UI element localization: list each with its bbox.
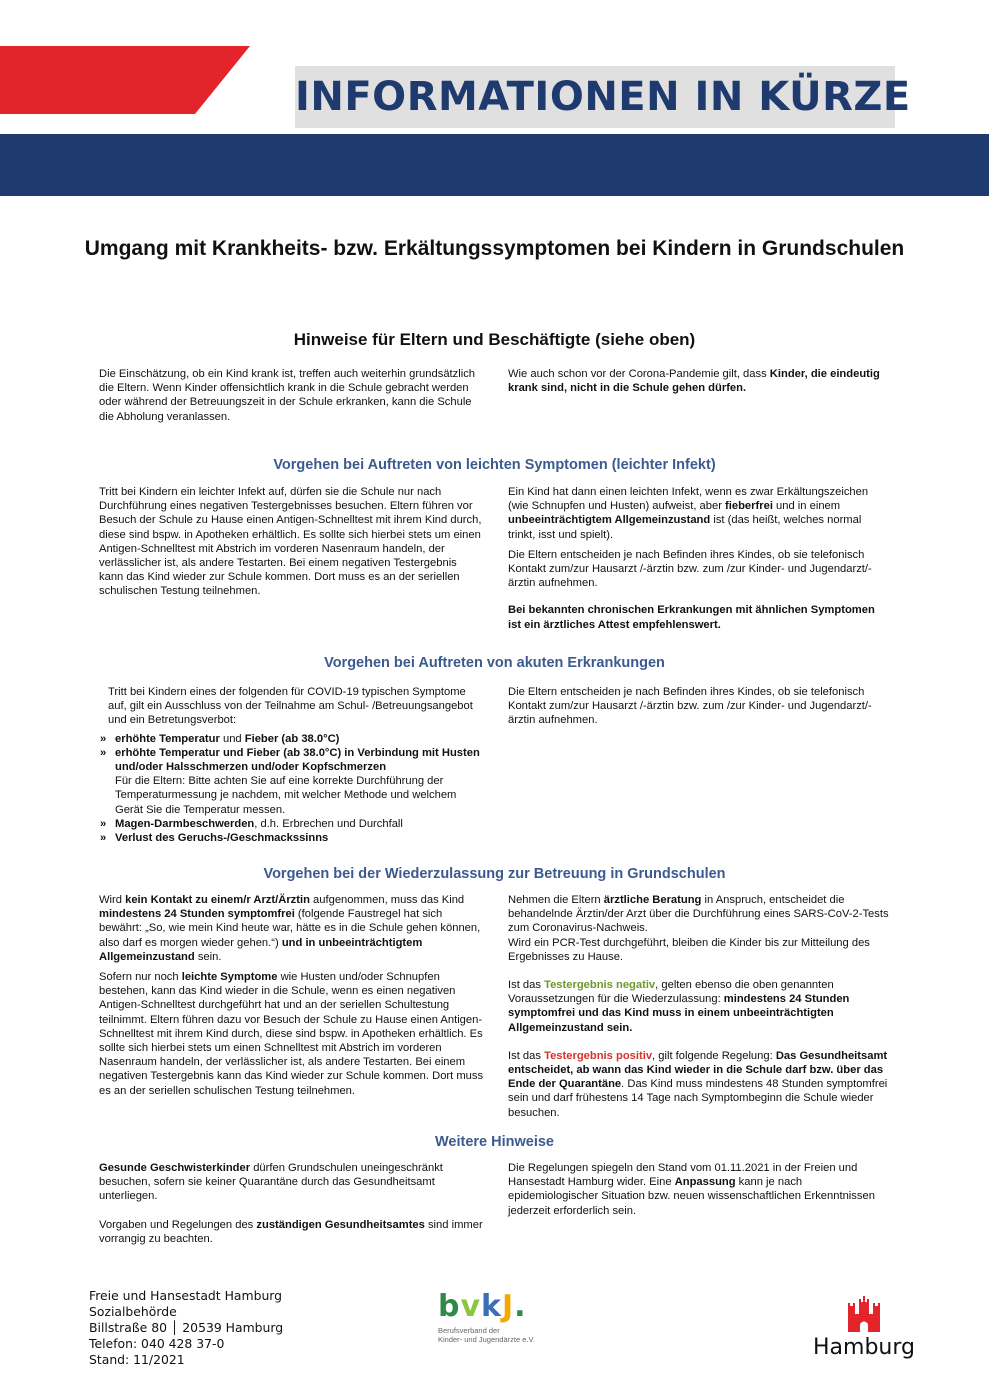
castle-icon: [846, 1296, 882, 1334]
footer-line: Stand: 11/2021: [89, 1352, 185, 1367]
section-heading-akute-erkrankungen: Vorgehen bei Auftreten von akuten Erkrankungen: [324, 655, 665, 671]
bold-span: erhöhte Temperatur: [115, 732, 220, 745]
s4-left-p2: [99, 970, 484, 1098]
logo-letter: v: [460, 1289, 482, 1324]
logo-letter: b: [438, 1289, 461, 1324]
positive-result-highlight: Testergebnis positiv: [544, 1049, 653, 1062]
bvkj-subtitle-line: Kinder- und Jugendärzte e.V.: [438, 1335, 535, 1344]
bold-span: mindestens 24 Stunden symptomfrei: [99, 908, 295, 921]
s3-left-text: [108, 685, 486, 845]
negative-result-highlight: Testergebnis negativ: [544, 979, 656, 992]
footer-line: Telefon: 040 428 37-0: [89, 1336, 225, 1351]
list-item: [98, 746, 486, 817]
bold-span: Fieber (ab 38.0°C): [244, 732, 340, 745]
s2-right-text: [508, 485, 890, 638]
text-span: Wird: [99, 894, 126, 906]
text-span: dürfen Grundschulen uneingeschränkt besuchen, sofern sie keiner Quarantäne durch das Gesundheitsamt unterliegen.: [99, 1162, 443, 1203]
text-span: sein.: [194, 950, 222, 963]
s1-right-paragraph: [508, 367, 890, 395]
bold-span: Das Gesundheitsamt entscheidet, ab wann das Kind wieder in die Schule darf bzw. über das Ende der Quarantäne: [508, 1049, 888, 1091]
section-heading-wiederzulassung: Vorgehen bei der Wiederzulassung zur Betreuung in Grundschulen: [263, 866, 726, 882]
s4-right-p1: [508, 893, 890, 936]
s5-right-p1: [508, 1161, 890, 1218]
s3-intro: Tritt bei Kindern eines der folgenden für COVID-19 typischen Symptome auf, gilt ein Ausschluss von der Teilnahme am Schul- /Betreuungsangebot und ein Betretungsverbot:: [108, 686, 473, 727]
s2-right-p3: [508, 603, 890, 631]
s3-right-text: [508, 685, 890, 734]
text-span: und in einem: [772, 500, 841, 513]
bvkj-subtitle: [438, 1326, 568, 1344]
text-span: Ist das: [508, 979, 545, 992]
text-span: aufgenommen, muss das Kind: [309, 894, 465, 906]
section-heading-leichte-symptome: Vorgehen bei Auftreten von leichten Symptomen (leichter Infekt): [273, 457, 716, 473]
text-span: Nehmen die Eltern: [508, 894, 604, 906]
text-span: , gelten ebenso die oben genannten Voraussetzungen für die Wiederzulassung:: [508, 979, 834, 1006]
bold-span: ärztliche Beratung: [603, 894, 702, 906]
hamburg-logo: [808, 1296, 920, 1364]
text-span: Ein Kind hat dann einen leichten Infekt, wenn es zwar Erkältungszeichen (wie Schnupfen und Husten) aufweist, aber: [508, 486, 869, 513]
s4-right-p1b: Wird ein PCR-Test durchgeführt, bleiben die Kinder bis zur Mitteilung des Ergebnisses zu Hause.: [508, 936, 870, 963]
footer-line: Freie und Hansestadt Hamburg: [89, 1288, 283, 1303]
bold-span: Verlust des Geruchs-/Geschmackssinns: [115, 832, 329, 845]
list-item: [98, 732, 486, 746]
bold-span: leichte Symptome: [181, 971, 278, 984]
s5-left-p1: [99, 1161, 484, 1204]
symptom-list: [98, 732, 486, 846]
s5-left-text: [99, 1161, 484, 1252]
text-span: Für die Eltern: Bitte achten Sie auf eine korrekte Durchführung der Temperaturmessung je nachdem, mit welcher Methode und welchem Gerät Sie die Temperatur messen.: [115, 775, 457, 816]
text-span: , gilt folgende Regelung:: [652, 1049, 776, 1062]
bold-span: Magen-Darmbeschwerden: [115, 817, 255, 830]
bvkj-subtitle-line: Berufsverband der: [438, 1326, 500, 1335]
banner-title: INFORMATIONEN IN KÜRZE: [295, 66, 895, 128]
s1-right-text: [508, 367, 890, 401]
section-heading-weitere-hinweise: Weitere Hinweise: [434, 1134, 554, 1150]
s2-left-paragraph: Tritt bei Kindern ein leichter Infekt auf, dürfen sie die Schule nur nach Durchführung eines negativen Testergebnisses besuchen. Eltern führen vor Besuch der Schule zu Hause einen Antigen-Schnelltest mit ihrem Kind durch, diese sind bspw. in Apotheken erhältlich. Es sollte sich hierbei stets um einen Antigen-Schnelltest mit Abstrich im vorderen Nasenraum handeln, der verlässlicher ist, als andere Testarten. Bei einem negativen Testergebnis kann das Kind wieder zur Schule kommen. Dort muss es an der seriellen schulischen Testung teilnehmen.: [99, 486, 482, 598]
list-item: [98, 817, 486, 831]
bold-span: Kinder, die eindeutig krank sind, nicht in die Schule gehen dürfen.: [508, 368, 880, 395]
text-span: kann je nach epidemiologischer Situation bzw. neuen wissenschaftlichen Erkenntnissen jederzeit erforderlich sein.: [508, 1176, 875, 1217]
s4-left-p1: [99, 893, 484, 964]
text-span: in Anspruch, entscheidet die behandelnde Ärztin/der Arzt über die Durchführung eines SARS-CoV-2-Tests zum Coronavirus-Nachweis.: [508, 894, 889, 935]
bold-span: Gesunde Geschwisterkinder: [99, 1162, 251, 1174]
text-span: ist (das heißt, welches normal trinkt, isst und spielt).: [508, 514, 862, 541]
s1-left-text: [99, 367, 484, 430]
bvkj-logo-letters: [438, 1290, 568, 1324]
text-span: und: [219, 732, 245, 745]
text-span: Sofern nur noch: [99, 971, 182, 984]
s4-left-text: [99, 893, 484, 1104]
text-span: wie Husten und/oder Schnupfen bestehen, kann das Kind wieder in die Schule, wenn es einen negativen Antigen-Schnelltest durchgeführt hat und an der seriellen Schultestung teilnimmt. Eltern führen dazu vor Besuch der Schule zu Hause einen Antigen-Schnelltest mit ihrem Kind durch, diese sind bspw. in Apotheken erhältlich. Es sollte sich hierbei stets um einen Schnelltest mit Abstrich im vorderen Nasenraum handeln, der verlässlicher ist, als andere Testarten. Bei einem negativen Testergebnis kann das Kind wieder zur Schule kommen. Dort muss es an der seriellen schulischen Testung teilnehmen.: [99, 971, 484, 1097]
logo-letter: J: [502, 1289, 515, 1324]
s5-right-text: [508, 1161, 890, 1224]
bold-span: Bei bekannten chronischen Erkrankungen mit ähnlichen Symptomen ist ein ärztliches Attest empfehlenswert.: [508, 604, 875, 631]
s3-right-paragraph: Die Eltern entscheiden je nach Befinden ihres Kindes, ob sie telefonisch Kontakt zum/zur Hausarzt /-ärztin bzw. zum /zur Kinder- und Jugendarzt/-ärztin aufnehmen.: [508, 686, 872, 727]
s4-right-text: [508, 893, 890, 1126]
bold-span: erhöhte Temperatur und Fieber (ab 38.0°C) in Verbindung mit Husten und/oder Halsschmerzen und/oder Kopfschmerzen: [115, 746, 480, 774]
text-span: . Das Kind muss mindestens 48 Stunden symptomfrei sein und darf frühestens 14 Tage nach Symptombeginn die Schule wieder besuchen.: [508, 1078, 888, 1119]
bold-span: fieberfrei: [725, 500, 773, 513]
list-item: [98, 831, 486, 845]
s2-right-p2: Die Eltern entscheiden je nach Befinden ihres Kindes, ob sie telefonisch Kontakt zum/zur Hausarzt /-ärztin bzw. zum /zur Kinder- und Jugendarzt/-ärztin aufnehmen.: [508, 548, 872, 590]
logo-letter: k: [481, 1289, 502, 1324]
bvkj-logo: [438, 1290, 568, 1362]
bold-span: Anpassung: [674, 1176, 736, 1189]
bold-span: mindestens 24 Stunden symptomfrei und das Kind muss in einem unbeeinträchtigten Allgemeinzustand sein.: [508, 993, 850, 1034]
s1-left-paragraph: Die Einschätzung, ob ein Kind krank ist, treffen auch weiterhin grundsätzlich die Eltern. Wenn Kinder offensichtlich krank in die Schule gebracht werden oder während der Betreuungszeit in der Schule erkranken, kann die Schule die Abholung veranlassen.: [99, 368, 476, 423]
bold-span: zuständigen Gesundheitsamtes: [256, 1218, 425, 1231]
bold-span: und in unbeeinträchtigtem Allgemeinzustand: [99, 936, 423, 963]
s4-right-p3: [508, 1049, 890, 1120]
hamburg-logo-text: Hamburg: [813, 1335, 915, 1360]
logo-letter: .: [514, 1289, 527, 1324]
text-span: Die Regelungen spiegeln den Stand vom 01.11.2021 in der Freien und Hansestadt Hamburg wider. Eine: [508, 1162, 858, 1189]
footer-line: Sozialbehörde: [89, 1304, 177, 1319]
bold-span: kein Kontakt zu einem/r Arzt/Ärztin: [125, 894, 310, 906]
s4-right-p2: [508, 978, 890, 1035]
document-title: Umgang mit Krankheits- bzw. Erkältungssymptomen bei Kindern in Grundschulen: [84, 237, 905, 260]
s2-right-p1: [508, 485, 890, 542]
text-span: Wie auch schon vor der Corona-Pandemie gilt, dass: [508, 368, 770, 380]
text-span: Ist das: [508, 1049, 545, 1062]
text-span: , d.h. Erbrechen und Durchfall: [254, 817, 403, 830]
bold-span: unbeeinträchtigtem Allgemeinzustand: [508, 514, 711, 527]
text-span: sind immer vorrangig zu beachten.: [99, 1218, 483, 1245]
footer-address: [89, 1288, 283, 1368]
s2-left-text: [99, 485, 484, 605]
s5-left-p2: [99, 1218, 484, 1246]
footer-line: Billstraße 80 │ 20539 Hamburg: [89, 1320, 284, 1335]
text-span: (folgende Faustregel hat sich bewährt: „So, wie mein Kind heute war, hätte es in die Schule gehen können, also darf es morgen wieder gehen.“): [99, 908, 481, 949]
section-heading-hinweise: Hinweise für Eltern und Beschäftigte (siehe oben): [293, 330, 696, 349]
text-span: Vorgaben und Regelungen des: [99, 1218, 257, 1231]
